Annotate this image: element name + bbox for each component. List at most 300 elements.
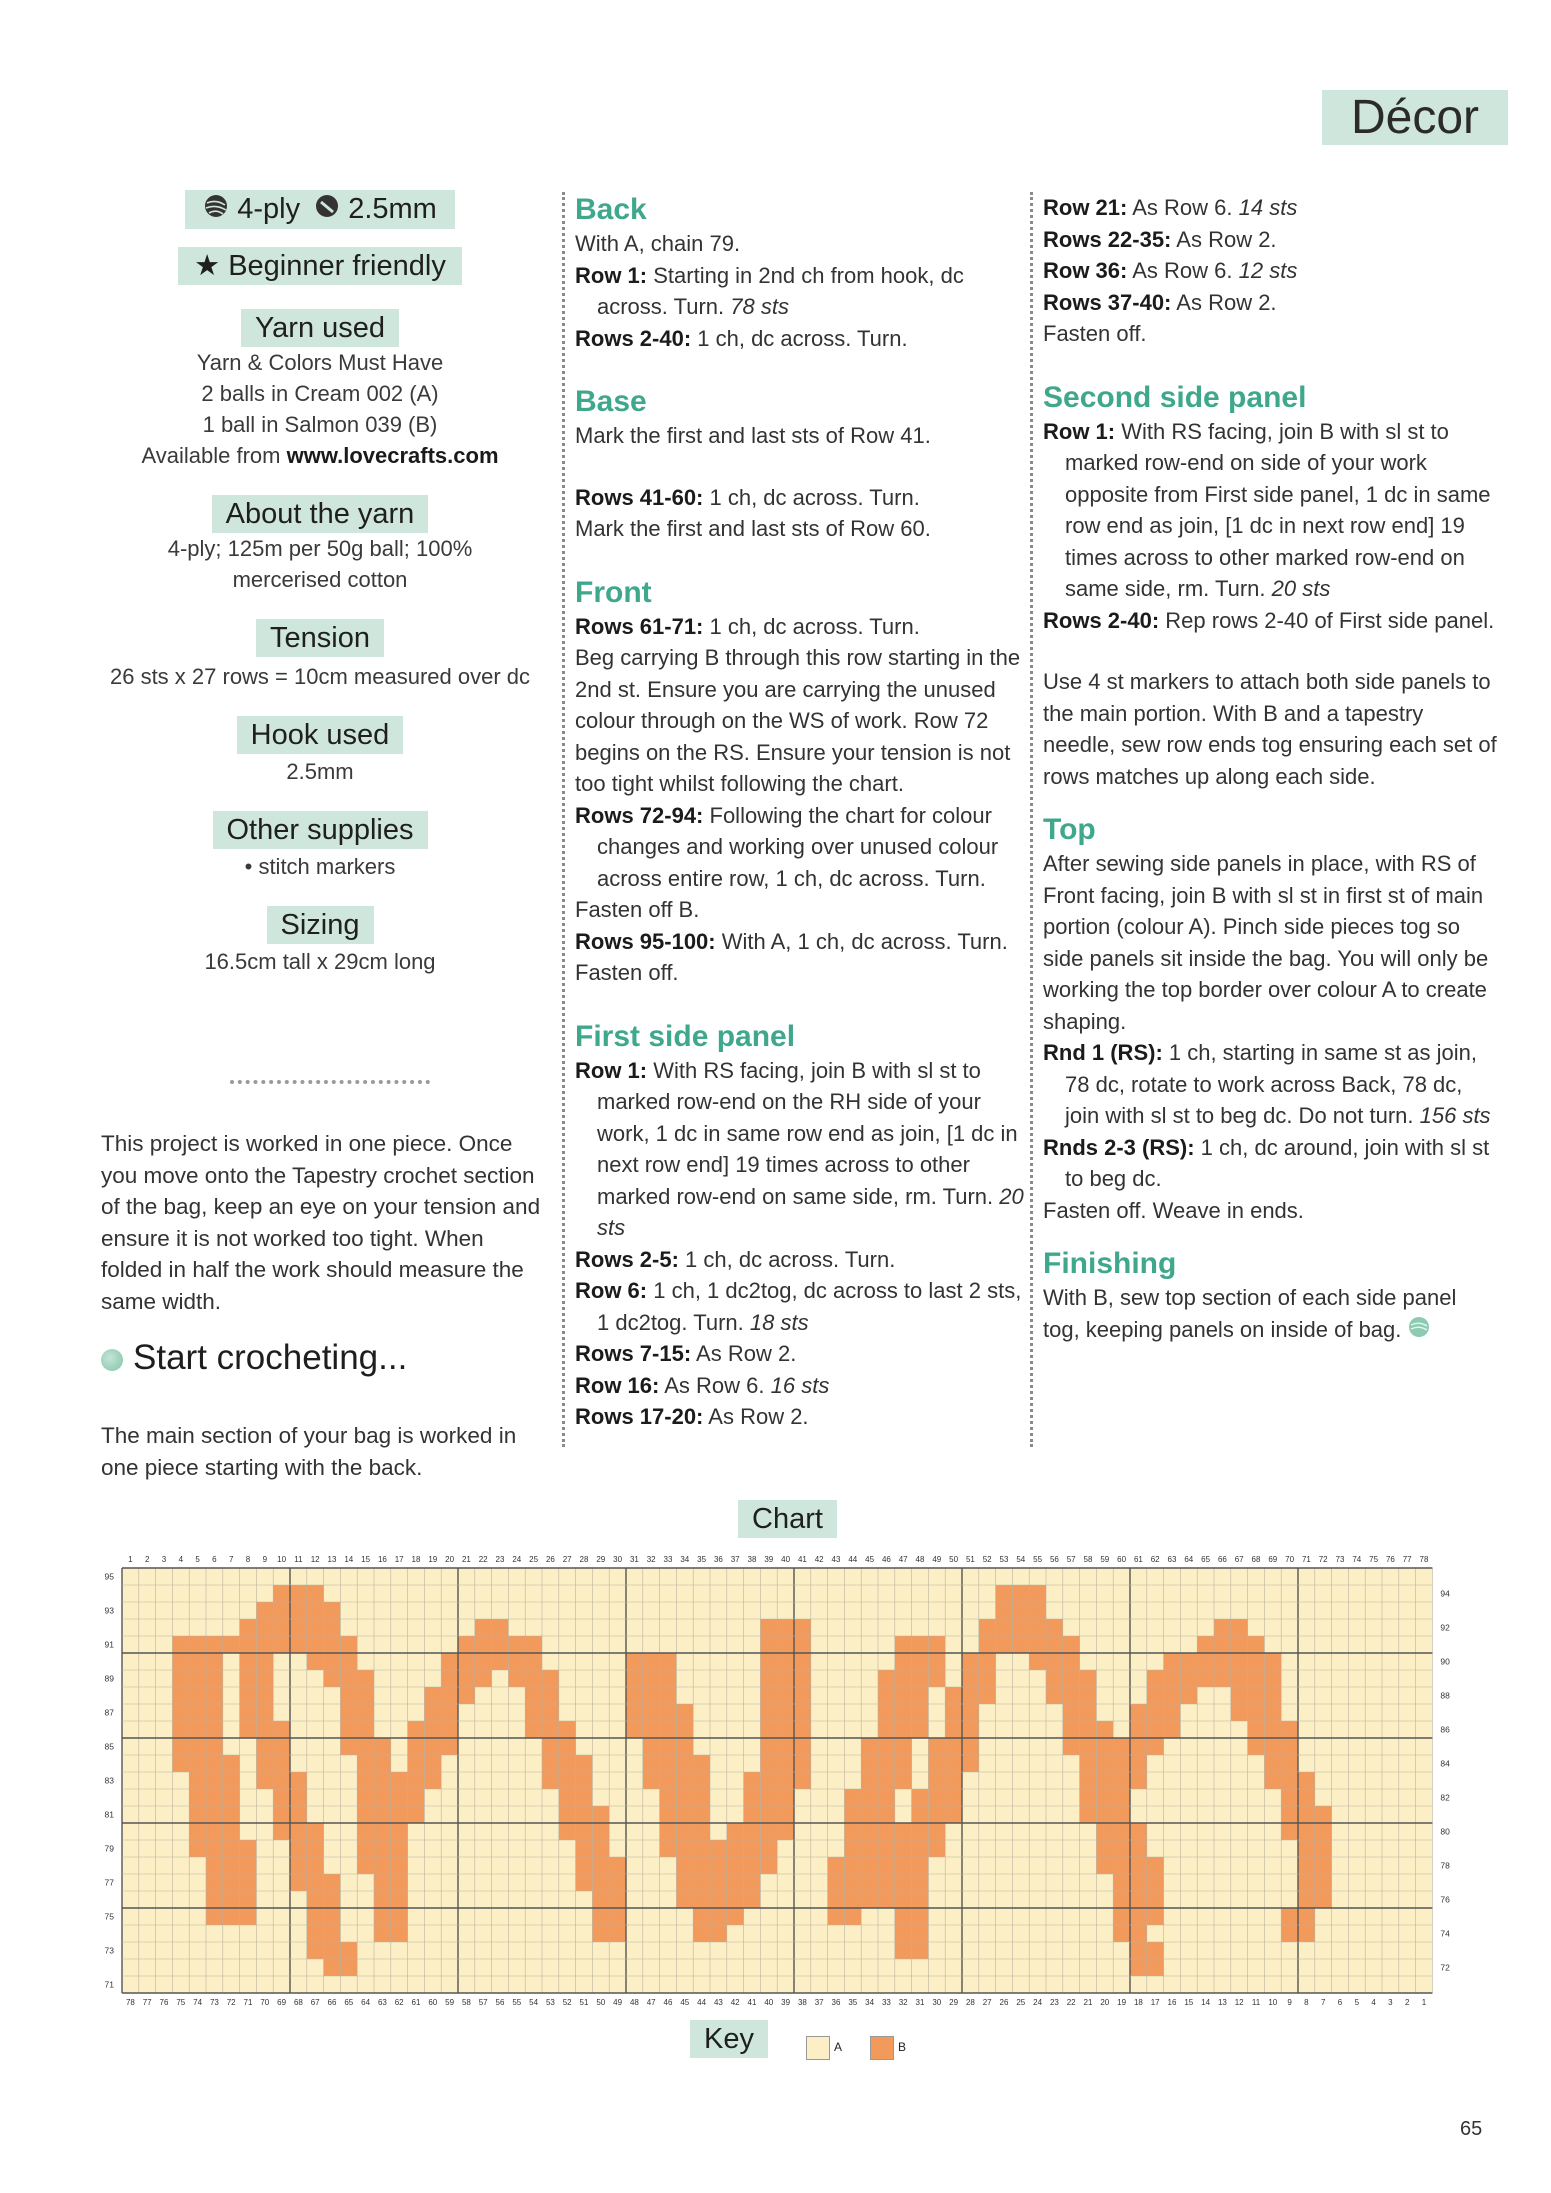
- chart-cell-b: [626, 1653, 643, 1670]
- chart-cell-b: [256, 1653, 273, 1670]
- chart-cell-b: [1096, 1755, 1113, 1772]
- chart-cell-b: [1264, 1687, 1281, 1704]
- chart-cell-b: [945, 1755, 962, 1772]
- chart-cell-b: [340, 1704, 357, 1721]
- chart-cell-b: [408, 1738, 425, 1755]
- chart-cell-b: [475, 1619, 492, 1636]
- chart-cell-b: [1130, 1840, 1147, 1857]
- yarn-ball-end-icon: [1408, 1315, 1430, 1347]
- chart-cell-b: [693, 1789, 710, 1806]
- chart-cell-b: [324, 1619, 341, 1636]
- chart-cell-b: [424, 1738, 441, 1755]
- chart-bottom-tick-label: 19: [1117, 1998, 1127, 2007]
- chart-bottom-tick-label: 62: [394, 1998, 404, 2007]
- chart-cell-b: [1080, 1738, 1097, 1755]
- pattern-line: Fasten off.: [1043, 321, 1147, 346]
- chart-cell-b: [895, 1772, 912, 1789]
- chart-cell-b: [542, 1772, 559, 1789]
- chart-top-tick-label: 11: [294, 1555, 303, 1564]
- chart-cell-b: [189, 1670, 206, 1687]
- chart-cell-b: [357, 1670, 374, 1687]
- chart-cell-b: [189, 1806, 206, 1823]
- pattern-row: Row 1: Starting in 2nd ch from hook, dc across. Turn. 78 sts: [575, 262, 964, 319]
- chart-cell-b: [710, 1891, 727, 1908]
- chart-cell-b: [794, 1653, 811, 1670]
- chart-cell-b: [525, 1636, 542, 1653]
- key-label-a: A: [834, 2040, 843, 2054]
- chart-cell-b: [643, 1738, 660, 1755]
- chart-cell-b: [374, 1772, 391, 1789]
- chart-cell-b: [1063, 1687, 1080, 1704]
- chart-cell-b: [962, 1721, 979, 1738]
- chart-cell-b: [374, 1755, 391, 1772]
- chart-cell-b: [189, 1738, 206, 1755]
- chart-top-tick-label: 51: [965, 1555, 975, 1564]
- chart-cell-b: [223, 1806, 240, 1823]
- chart-cell-b: [878, 1857, 895, 1874]
- chart-top-tick-label: 47: [898, 1555, 908, 1564]
- chart-cell-b: [1248, 1704, 1265, 1721]
- chart-bottom-tick-label: 33: [881, 1998, 891, 2007]
- chart-cell-b: [324, 1942, 341, 1959]
- chart-top-tick-label: 5: [195, 1555, 200, 1564]
- chart-cell-b: [1147, 1874, 1164, 1891]
- chart-cell-b: [1197, 1636, 1214, 1653]
- chart-cell-b: [626, 1687, 643, 1704]
- chart-cell-b: [626, 1721, 643, 1738]
- chart-cell-b: [861, 1789, 878, 1806]
- chart-cell-b: [542, 1755, 559, 1772]
- chart-cell-b: [1130, 1704, 1147, 1721]
- chart-cell-b: [912, 1942, 929, 1959]
- chart-cell-b: [1298, 1874, 1315, 1891]
- chart-cell-b: [1298, 1772, 1315, 1789]
- chart-cell-b: [592, 1925, 609, 1942]
- chart-top-tick-label: 28: [579, 1555, 589, 1564]
- chart-cell-b: [1113, 1925, 1130, 1942]
- chart-cell-b: [172, 1636, 189, 1653]
- chart-cell-b: [492, 1619, 509, 1636]
- chart-cell-b: [290, 1619, 307, 1636]
- chart-cell-b: [307, 1857, 324, 1874]
- chart-cell-b: [223, 1636, 240, 1653]
- chart-cell-b: [206, 1823, 223, 1840]
- chart-cell-b: [1130, 1959, 1147, 1976]
- chart-cell-b: [1080, 1670, 1097, 1687]
- chart-top-tick-label: 32: [646, 1555, 656, 1564]
- chart-cell-b: [1264, 1755, 1281, 1772]
- chart-cell-b: [1315, 1891, 1332, 1908]
- chart-cell-b: [1029, 1619, 1046, 1636]
- chart-cell-b: [1180, 1670, 1197, 1687]
- chart-cell-b: [1113, 1738, 1130, 1755]
- chart-bottom-tick-label: 25: [1016, 1998, 1026, 2007]
- chart-cell-b: [760, 1738, 777, 1755]
- chart-top-tick-label: 62: [1150, 1555, 1160, 1564]
- chart-cell-b: [1130, 1772, 1147, 1789]
- chart-cell-b: [727, 1874, 744, 1891]
- chart-cell-b: [424, 1755, 441, 1772]
- colour-chart: [72, 1538, 1482, 2008]
- chart-cell-b: [794, 1619, 811, 1636]
- chart-cell-b: [307, 1874, 324, 1891]
- chart-cell-b: [777, 1704, 794, 1721]
- chart-cell-b: [693, 1891, 710, 1908]
- chart-left-row-label: 87: [104, 1707, 114, 1718]
- chart-right-row-label: 74: [1440, 1928, 1450, 1939]
- pattern-row: Row 6: 1 ch, 1 dc2tog, dc across to last 2 sts, 1 dc2tog. Turn. 18 sts: [575, 1278, 1022, 1335]
- chart-cell-b: [727, 1857, 744, 1874]
- chart-cell-b: [492, 1636, 509, 1653]
- chart-cell-b: [307, 1636, 324, 1653]
- chart-bottom-tick-label: 45: [680, 1998, 690, 2007]
- chart-cell-b: [1214, 1636, 1231, 1653]
- chart-bottom-tick-label: 4: [1371, 1998, 1376, 2007]
- chart-cell-b: [777, 1789, 794, 1806]
- chart-cell-b: [542, 1687, 559, 1704]
- chart-cell-b: [475, 1670, 492, 1687]
- chart-cell-b: [542, 1704, 559, 1721]
- chart-cell-b: [1214, 1670, 1231, 1687]
- yarn-used-line: Yarn & Colors Must Have: [196, 350, 444, 376]
- chart-cell-b: [760, 1704, 777, 1721]
- chart-cell-b: [895, 1840, 912, 1857]
- chart-cell-b: [643, 1704, 660, 1721]
- chart-cell-b: [861, 1806, 878, 1823]
- chart-cell-b: [1046, 1619, 1063, 1636]
- chart-cell-b: [290, 1823, 307, 1840]
- chart-cell-b: [760, 1653, 777, 1670]
- chart-cell-b: [643, 1721, 660, 1738]
- chart-cell-b: [676, 1840, 693, 1857]
- chart-cell-b: [273, 1602, 290, 1619]
- chart-top-tick-label: 57: [1066, 1555, 1076, 1564]
- chart-cell-b: [391, 1925, 408, 1942]
- pattern-row: Rows 2-5: 1 ch, dc across. Turn.: [575, 1246, 896, 1272]
- chart-cell-b: [760, 1636, 777, 1653]
- chart-cell-b: [1164, 1670, 1181, 1687]
- chart-cell-b: [1012, 1636, 1029, 1653]
- chart-cell-b: [1046, 1687, 1063, 1704]
- pattern-row: Rows 72-94: Following the chart for colour changes and working over unused colour across entire row, 1 ch, dc across. Turn.: [575, 802, 999, 891]
- chart-bottom-tick-label: 40: [764, 1998, 774, 2007]
- chart-cell-b: [878, 1687, 895, 1704]
- pattern-line: Mark the first and last sts of Row 60.: [575, 516, 931, 541]
- chart-cell-b: [777, 1721, 794, 1738]
- chart-cell-b: [660, 1721, 677, 1738]
- about-yarn-line: 4-ply; 125m per 50g ball; 100%: [167, 536, 473, 562]
- chart-top-tick-label: 65: [1201, 1555, 1211, 1564]
- chart-bottom-tick-label: 36: [831, 1998, 841, 2007]
- pattern-row: Rnd 1 (RS): 1 ch, starting in same st as join, 78 dc, rotate to work across Back, 78 dc, join with sl st to beg dc. Do not turn. 156 sts: [1043, 1040, 1491, 1128]
- pattern-row: Row 21: As Row 6. 14 sts: [1043, 195, 1298, 220]
- chart-top-tick-label: 38: [747, 1555, 757, 1564]
- chart-cell-b: [189, 1704, 206, 1721]
- chart-cell-b: [777, 1738, 794, 1755]
- chart-cell-b: [1298, 1891, 1315, 1908]
- chart-cell-b: [508, 1636, 525, 1653]
- chart-cell-b: [1113, 1806, 1130, 1823]
- chart-cell-b: [1096, 1772, 1113, 1789]
- pattern-row: Rows 17-20: As Row 2.: [575, 1404, 809, 1429]
- chart-cell-b: [189, 1687, 206, 1704]
- chart-cell-b: [206, 1789, 223, 1806]
- chart-cell-b: [542, 1738, 559, 1755]
- chart-cell-b: [1096, 1806, 1113, 1823]
- chart-cell-b: [374, 1806, 391, 1823]
- chart-cell-b: [592, 1823, 609, 1840]
- chart-cell-b: [240, 1908, 257, 1925]
- sizing-block: [95, 906, 545, 977]
- chart-cell-b: [878, 1721, 895, 1738]
- chart-top-tick-label: 12: [310, 1555, 320, 1564]
- chart-cell-b: [1113, 1823, 1130, 1840]
- chart-cell-b: [643, 1687, 660, 1704]
- pattern-row: Rows 22-35: As Row 2.: [1043, 226, 1277, 252]
- chart-top-tick-label: 66: [1217, 1555, 1227, 1564]
- chart-cell-b: [408, 1755, 425, 1772]
- chart-top-tick-label: 9: [262, 1555, 268, 1564]
- chart-cell-b: [928, 1653, 945, 1670]
- chart-right-row-label: 92: [1440, 1622, 1450, 1633]
- chart-right-row-label: 84: [1440, 1758, 1450, 1769]
- chart-cell-b: [559, 1721, 576, 1738]
- chart-cell-b: [609, 1857, 626, 1874]
- chart-cell-b: [1063, 1738, 1080, 1755]
- other-supplies-label: Other supplies: [213, 811, 428, 849]
- chart-top-tick-label: 24: [512, 1555, 522, 1564]
- chart-cell-b: [441, 1670, 458, 1687]
- chart-cell-b: [945, 1806, 962, 1823]
- chart-cell-b: [408, 1789, 425, 1806]
- lovecrafts-link[interactable]: www.lovecrafts.com: [286, 443, 499, 469]
- chart-cell-b: [928, 1823, 945, 1840]
- chart-top-tick-label: 42: [814, 1555, 824, 1564]
- chart-cell-b: [962, 1670, 979, 1687]
- chart-cell-b: [1231, 1636, 1248, 1653]
- chart-top-tick-label: 63: [1167, 1555, 1177, 1564]
- section-title-front: Front: [575, 575, 652, 609]
- tension-block: [95, 619, 545, 692]
- chart-cell-b: [1298, 1806, 1315, 1823]
- chart-cell-b: [777, 1636, 794, 1653]
- chart-cell-b: [559, 1823, 576, 1840]
- chart-bottom-tick-label: 53: [545, 1998, 555, 2007]
- chart-cell-b: [240, 1874, 257, 1891]
- chart-right-row-label: 90: [1440, 1656, 1450, 1667]
- chart-bottom-tick-label: 34: [865, 1998, 875, 2007]
- chart-cell-b: [324, 1959, 341, 1976]
- about-yarn-block: [95, 495, 545, 595]
- chart-cell-b: [206, 1670, 223, 1687]
- chart-cell-b: [189, 1755, 206, 1772]
- chart-cell-b: [357, 1823, 374, 1840]
- chart-cell-b: [1315, 1857, 1332, 1874]
- chart-bottom-tick-label: 74: [193, 1998, 203, 2007]
- chart-cell-b: [1113, 1857, 1130, 1874]
- chart-left-row-label: 93: [104, 1605, 114, 1616]
- chart-cell-b: [693, 1925, 710, 1942]
- chart-cell-b: [895, 1653, 912, 1670]
- chart-cell-b: [458, 1670, 475, 1687]
- chart-bottom-tick-label: 47: [646, 1998, 656, 2007]
- chart-cell-b: [441, 1721, 458, 1738]
- chart-cell-b: [928, 1789, 945, 1806]
- chart-top-tick-label: 3: [161, 1555, 167, 1564]
- chart-top-tick-label: 16: [377, 1555, 387, 1564]
- chart-cell-b: [357, 1721, 374, 1738]
- chart-cell-b: [676, 1738, 693, 1755]
- chart-cell-b: [609, 1891, 626, 1908]
- chart-cell-b: [290, 1840, 307, 1857]
- chart-cell-b: [206, 1704, 223, 1721]
- chart-cell-b: [1231, 1704, 1248, 1721]
- chart-cell-b: [1315, 1806, 1332, 1823]
- chart-cell-b: [744, 1840, 761, 1857]
- chart-cell-b: [189, 1772, 206, 1789]
- chart-cell-b: [912, 1687, 929, 1704]
- chart-cell-b: [1315, 1874, 1332, 1891]
- chart-cell-b: [979, 1687, 996, 1704]
- chart-cell-b: [996, 1602, 1013, 1619]
- about-yarn-line: mercerised cotton: [232, 567, 408, 593]
- chart-cell-b: [357, 1840, 374, 1857]
- chart-right-row-label: 80: [1440, 1826, 1450, 1837]
- chart-cell-b: [206, 1687, 223, 1704]
- chart-cell-b: [172, 1755, 189, 1772]
- chart-cell-b: [1248, 1653, 1265, 1670]
- chart-cell-b: [1130, 1738, 1147, 1755]
- chart-cell-b: [592, 1874, 609, 1891]
- pattern-paragraph: With B, sew top section of each side panel tog, keeping panels on inside of bag.: [1043, 1282, 1498, 1346]
- chart-cell-b: [475, 1653, 492, 1670]
- pattern-row: Rows 37-40: As Row 2.: [1043, 289, 1277, 315]
- chart-cell-b: [1063, 1721, 1080, 1738]
- pattern-row: Row 36: As Row 6. 12 sts: [1043, 258, 1298, 283]
- chart-bottom-tick-label: 61: [411, 1998, 421, 2007]
- chart-bottom-tick-label: 18: [1133, 1998, 1143, 2007]
- chart-top-tick-label: 46: [881, 1555, 891, 1564]
- key-swatch-a: [806, 2036, 830, 2060]
- chart-bottom-tick-label: 23: [1049, 1998, 1059, 2007]
- yarn-used-block: [95, 309, 545, 471]
- chart-cell-b: [1113, 1891, 1130, 1908]
- chart-cell-b: [525, 1670, 542, 1687]
- chart-cell-b: [676, 1755, 693, 1772]
- chart-cell-b: [576, 1874, 593, 1891]
- chart-cell-b: [895, 1925, 912, 1942]
- chart-cell-b: [424, 1772, 441, 1789]
- chart-top-tick-label: 64: [1184, 1555, 1194, 1564]
- chart-bottom-tick-label: 21: [1083, 1998, 1093, 2007]
- chart-cell-b: [660, 1653, 677, 1670]
- chart-cell-b: [172, 1687, 189, 1704]
- chart-cell-b: [979, 1619, 996, 1636]
- chart-cell-b: [256, 1602, 273, 1619]
- chart-cell-b: [240, 1857, 257, 1874]
- chart-top-tick-label: 29: [596, 1555, 606, 1564]
- chart-bottom-tick-label: 55: [512, 1998, 522, 2007]
- chart-cell-b: [962, 1704, 979, 1721]
- yarn-ball-icon: [101, 1349, 123, 1371]
- chart-bottom-tick-label: 22: [1066, 1998, 1076, 2007]
- chart-bottom-tick-label: 46: [663, 1998, 673, 2007]
- chart-cell-b: [1080, 1755, 1097, 1772]
- chart-cell-b: [1080, 1704, 1097, 1721]
- chart-cell-b: [1113, 1840, 1130, 1857]
- chart-cell-b: [223, 1789, 240, 1806]
- chart-cell-b: [744, 1857, 761, 1874]
- chart-cell-b: [1080, 1687, 1097, 1704]
- chart-top-tick-label: 53: [999, 1555, 1009, 1564]
- chart-cell-b: [676, 1806, 693, 1823]
- chart-cell-b: [912, 1636, 929, 1653]
- chart-cell-b: [861, 1755, 878, 1772]
- chart-cell-b: [912, 1925, 929, 1942]
- chart-cell-b: [592, 1806, 609, 1823]
- chart-cell-b: [1046, 1636, 1063, 1653]
- chart-cell-b: [307, 1602, 324, 1619]
- chart-cell-b: [206, 1636, 223, 1653]
- chart-cell-b: [777, 1687, 794, 1704]
- chart-cell-b: [1298, 1789, 1315, 1806]
- chart-top-tick-label: 19: [428, 1555, 438, 1564]
- chart-cell-b: [760, 1687, 777, 1704]
- chart-cell-b: [206, 1891, 223, 1908]
- chart-cell-b: [1298, 1857, 1315, 1874]
- tension-line: 26 sts x 27 rows = 10cm measured over dc: [109, 664, 531, 690]
- chart-cell-b: [1264, 1670, 1281, 1687]
- chart-top-tick-label: 78: [1419, 1555, 1429, 1564]
- chart-cell-b: [643, 1755, 660, 1772]
- chart-cell-b: [458, 1687, 475, 1704]
- chart-cell-b: [357, 1738, 374, 1755]
- chart-bottom-tick-label: 65: [344, 1998, 354, 2007]
- chart-cell-b: [777, 1653, 794, 1670]
- chart-cell-b: [273, 1636, 290, 1653]
- chart-cell-b: [760, 1721, 777, 1738]
- chart-cell-b: [223, 1755, 240, 1772]
- chart-bottom-tick-label: 68: [293, 1998, 303, 2007]
- chart-cell-b: [928, 1636, 945, 1653]
- chart-bottom-tick-label: 24: [1033, 1998, 1043, 2007]
- chart-cell-b: [206, 1840, 223, 1857]
- tension-label: Tension: [256, 619, 384, 657]
- chart-cell-b: [727, 1823, 744, 1840]
- chart-top-tick-label: 61: [1133, 1555, 1143, 1564]
- chart-top-tick-label: 1: [128, 1555, 133, 1564]
- chart-cell-b: [508, 1653, 525, 1670]
- chart-cell-b: [660, 1755, 677, 1772]
- chart-cell-b: [374, 1840, 391, 1857]
- chart-cell-b: [693, 1840, 710, 1857]
- chart-cell-b: [912, 1857, 929, 1874]
- chart-cell-b: [1063, 1636, 1080, 1653]
- chart-bottom-tick-label: 39: [781, 1998, 791, 2007]
- chart-cell-b: [290, 1602, 307, 1619]
- chart-cell-b: [844, 1857, 861, 1874]
- chart-cell-b: [1281, 1772, 1298, 1789]
- chart-right-row-label: 94: [1440, 1588, 1450, 1599]
- chart-cell-b: [1248, 1670, 1265, 1687]
- chart-cell-b: [676, 1789, 693, 1806]
- chart-cell-b: [189, 1840, 206, 1857]
- chart-cell-b: [576, 1789, 593, 1806]
- chart-cell-b: [1012, 1619, 1029, 1636]
- chart-cell-b: [525, 1687, 542, 1704]
- chart-cell-b: [1180, 1653, 1197, 1670]
- chart-bottom-tick-label: 48: [629, 1998, 639, 2007]
